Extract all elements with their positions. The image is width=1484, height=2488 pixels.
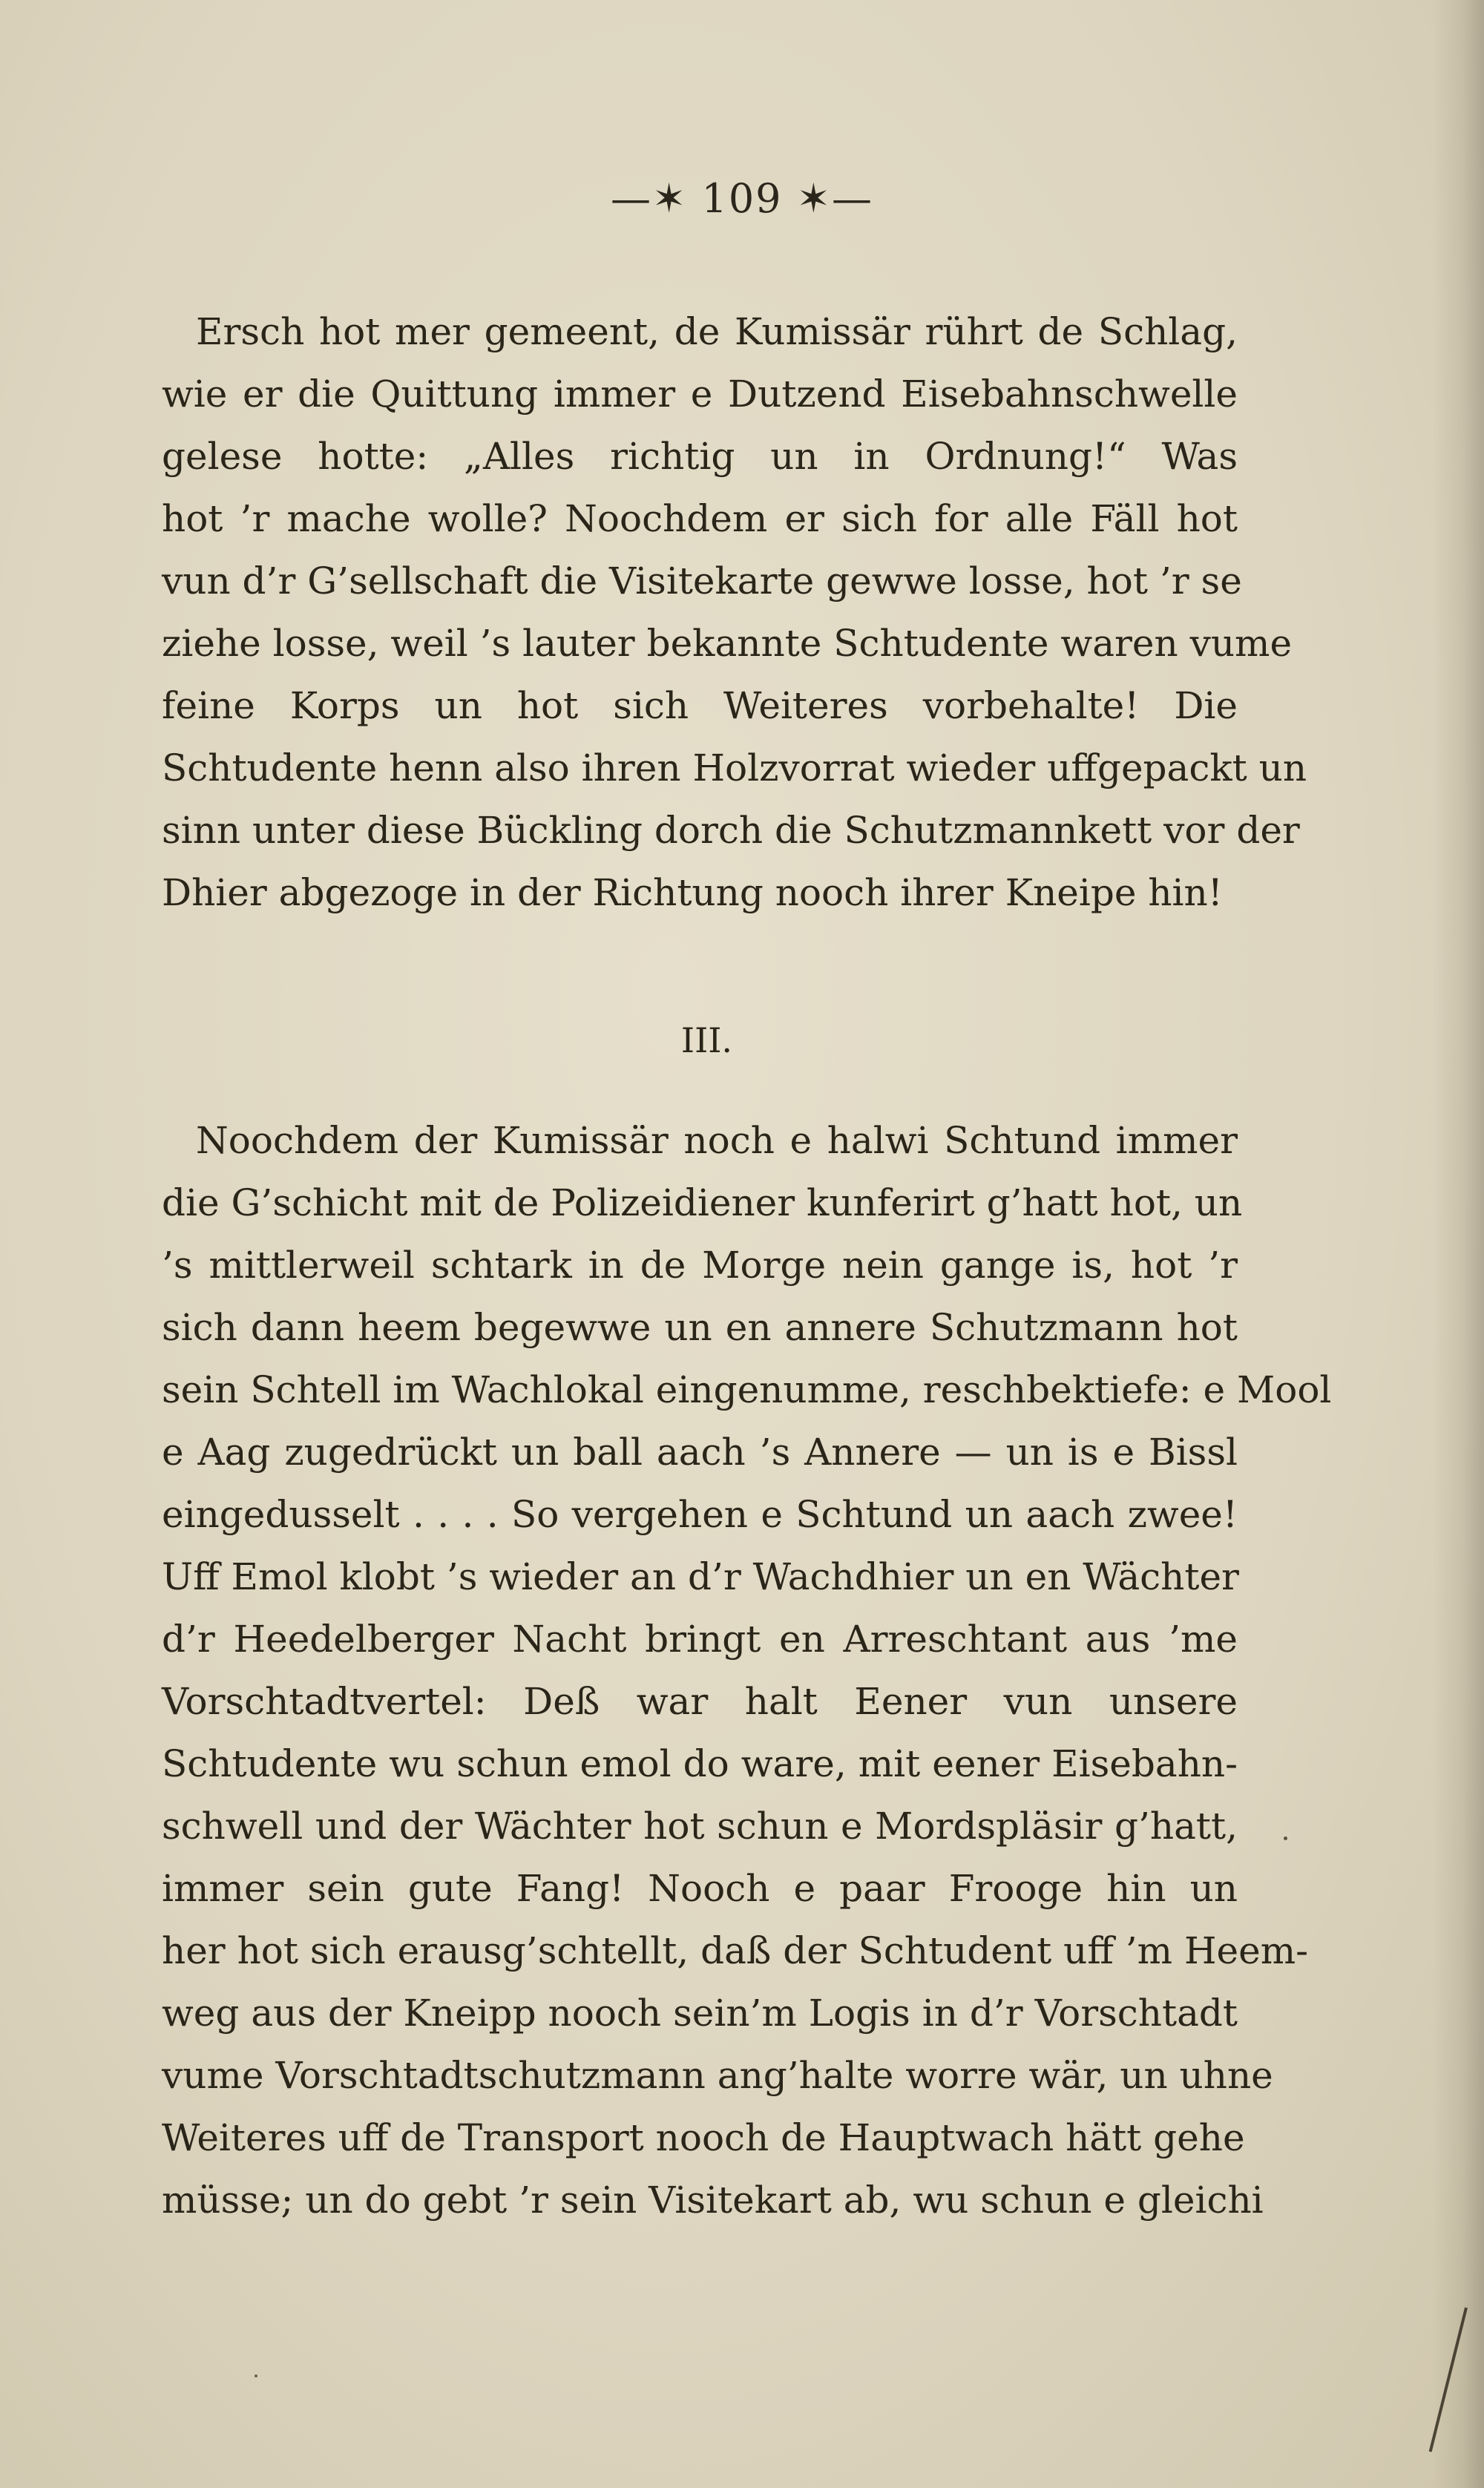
text-line: die G’schicht mit de Polizeidiener kunferirt g’hatt hot, un: [162, 1181, 1243, 1224]
text-line: vun d’r G’sellschaft die Visitekarte gewwe losse, hot ’r se: [162, 559, 1242, 603]
text-line: ’s mittlerweil schtark in de Morge nein gange is, hot ’r: [162, 1244, 1238, 1287]
print-speck: [1284, 1837, 1287, 1840]
text-line: sein Schtell im Wachlokal eingenumme, reschbektiefe: e Mool: [162, 1368, 1332, 1411]
text-line: immer sein gute Fang! Nooch e paar Frooge hin un: [162, 1867, 1238, 1910]
text-line: Dhier abgezoge in der Richtung nooch ihrer Kneipe hin!: [162, 871, 1223, 914]
text-line: feine Korps un hot sich Weiteres vorbehalte! Die: [162, 684, 1238, 727]
text-line: weg aus der Kneipp nooch sein’m Logis in d’r Vorschtadt: [162, 1992, 1238, 2035]
text-line: schwell und der Wächter hot schun e Mordspläsir g’hatt,: [162, 1805, 1238, 1848]
page-edge-shadow: [1432, 0, 1484, 2488]
page-number: —✶ 109 ✶—: [611, 175, 873, 222]
text-line: Schtudente wu schun emol do ware, mit eener Eisebahn-: [162, 1742, 1238, 1785]
section-heading: III.: [680, 1020, 733, 1060]
text-line: d’r Heedelberger Nacht bringt en Arreschtant aus ’me: [162, 1618, 1238, 1661]
text-line: sich dann heem begewwe un en annere Schutzmann hot: [162, 1306, 1238, 1349]
text-line: müsse; un do gebt ’r sein Visitekart ab, wu schun e gleichi: [162, 2179, 1264, 2222]
text-line: eingedusselt . . . . So vergehen e Schtund un aach zwee!: [162, 1493, 1238, 1536]
text-line: ziehe losse, weil ’s lauter bekannte Schtudente waren vume: [162, 622, 1293, 665]
paragraph-2: [162, 1109, 1332, 2231]
text-line: her hot sich erausg’schtellt, daß der Schtudent uff ’m Heem-: [162, 1929, 1309, 1972]
text-line: Ersch hot mer gemeent, de Kumissär rührt de Schlag,: [196, 310, 1238, 353]
text-line: hot ’r mache wolle? Noochdem er sich for alle Fäll hot: [162, 497, 1238, 540]
text-line: vume Vorschtadtschutzmann ang’halte worre wär, un uhne: [162, 2054, 1273, 2097]
text-line: Weiteres uff de Transport nooch de Hauptwach hätt gehe: [162, 2116, 1245, 2159]
text-line: gelese hotte: „Alles richtig un in Ordnung!“ Was: [162, 435, 1238, 478]
text-line: Schtudente henn also ihren Holzvorrat wieder uffgepackt un: [162, 746, 1307, 790]
text-line: e Aag zugedrückt un ball aach ’s Annere — un is e Bissl: [162, 1431, 1238, 1474]
text-line: Noochdem der Kumissär noch e halwi Schtund immer: [196, 1119, 1238, 1162]
text-line: Uff Emol klobt ’s wieder an d’r Wachdhier un en Wächter: [162, 1555, 1239, 1598]
text-line: Vorschtadtvertel: Deß war halt Eener vun unsere: [162, 1680, 1238, 1723]
paragraph-1: [162, 301, 1307, 924]
print-speck: [255, 2374, 257, 2377]
text-line: sinn unter diese Bückling dorch die Schutzmannkett vor der: [162, 809, 1300, 852]
text-line: wie er die Quittung immer e Dutzend Eisebahnschwelle: [162, 372, 1238, 416]
